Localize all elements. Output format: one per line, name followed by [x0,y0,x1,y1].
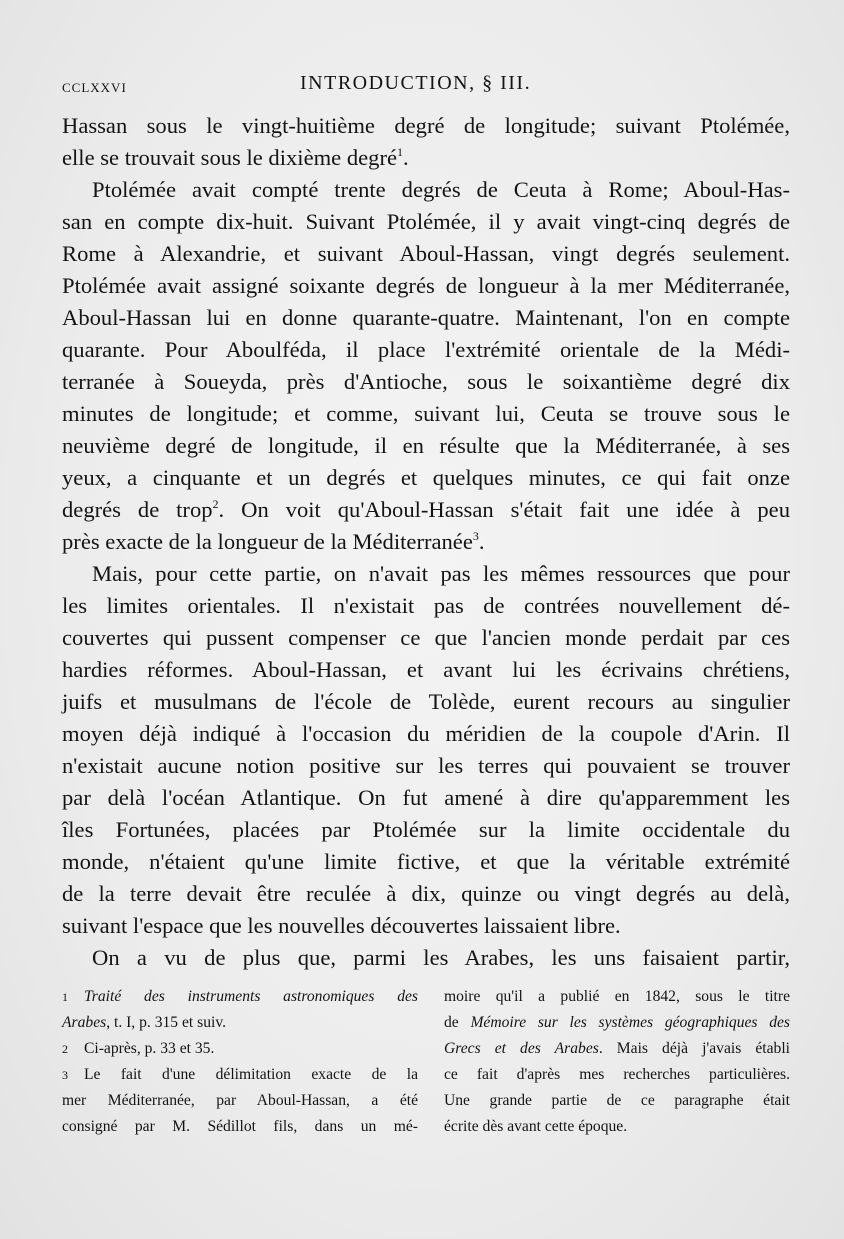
line-text: de la terre devait être reculée à dix, quinze ou vingt degrés au delà, [62,881,790,906]
text-line [62,334,790,366]
line-text: . On voit qu'Aboul-Hassan s'était fait une idée à peu [218,497,790,522]
text-line [62,910,790,942]
line-text: les limites orientales. Il n'existait pas de contrées nouvellement dé- [62,593,790,618]
line-text: près exacte de la longueur de la Méditerranée [62,529,473,554]
text-line [62,206,790,238]
text-line [62,526,790,558]
footnote-1-cont [62,1010,418,1036]
line-text: san en compte dix-huit. Suivant Ptolémée, il y avait vingt-cinq degrés de [62,209,790,234]
text-line [62,462,790,494]
text-line [62,430,790,462]
line-text: Ptolémée avait compté trente degrés de Ceuta à Rome; Aboul-Has- [92,177,790,202]
line-text: monde, n'étaient qu'une limite fictive, et que la véritable extrémité [62,849,790,874]
footnote-title: Mémoire sur les systèmes géographiques des [470,1014,790,1031]
footnote-3-cont: ce fait d'après mes recherches particulières. [444,1066,790,1083]
line-text: moyen déjà indiqué à l'occasion du méridien de la coupole d'Arin. Il [62,721,790,746]
text-line [62,590,790,622]
page-folio: CCLXXVI [62,80,127,95]
line-text: degrés de trop [62,497,213,522]
footnote-number: 2 [62,1042,68,1056]
body-text [62,110,790,974]
footnote-3-cont: consigné par M. Sédillot fils, dans un mé- [62,1118,418,1135]
line-text: neuvième degré de longitude, il en résulte que la Méditerranée, à ses [62,433,790,458]
text-line [62,878,790,910]
line-text: suivant l'espace que les nouvelles découvertes laissaient libre. [62,913,621,938]
footnote-3-cont [444,1010,790,1036]
line-text: elle se trouvait sous le dixième degré [62,145,398,170]
footnote-3-cont [444,1036,790,1062]
footnotes-right-column [444,984,790,1140]
line-text: Mais, pour cette partie, on n'avait pas les mêmes ressources que pour [92,561,790,586]
line-text: terranée à Soueyda, près d'Antioche, sous le soixantième degré dix [62,369,790,394]
footnote-number: 3 [62,1068,68,1082]
line-text: yeux, a cinquante et un degrés et quelques minutes, ce qui fait onze [62,465,790,490]
footnote-title: Arabes [62,1014,107,1031]
footnote-text: de [444,1014,471,1031]
line-text: Hassan sous le vingt-huitième degré de longitude; suivant Ptolémée, [62,113,790,138]
line-text: juifs et musulmans de l'école de Tolède, eurent recours au singulier [62,689,790,714]
footnote-3-cont: moire qu'il a publié en 1842, sous le titre [444,988,790,1005]
text-line [62,494,790,526]
text-line [62,814,790,846]
line-text: minutes de longitude; et comme, suivant lui, Ceuta se trouve sous le [62,401,790,426]
line-text: couvertes qui pussent compenser ce que l'ancien monde perdait par ces [62,625,790,650]
footnote-2 [62,1036,418,1062]
footnote-ref: 2 [212,497,219,511]
footnote-text: , t. I, p. 315 et suiv. [106,1014,227,1031]
text-line [62,366,790,398]
line-text: Ptolémée avait assigné soixante degrés de longueur à la mer Méditerranée, [62,273,790,298]
line-text: Rome à Alexandrie, et suivant Aboul-Hassan, vingt degrés seulement. [62,241,790,266]
footnote-title: Traité des instruments astronomiques des [84,988,418,1005]
text-line [62,718,790,750]
footnote-3-cont: mer Méditerranée, par Aboul-Hassan, a été [62,1092,418,1109]
line-text: . [478,529,485,554]
footnote-3-cont: écrite dès avant cette époque. [444,1118,628,1135]
line-text: quarante. Pour Aboulféda, il place l'extrémité orientale de la Médi- [62,337,790,362]
footnote-text: . Mais déjà j'avais établi [598,1040,790,1057]
line-text: hardies réformes. Aboul-Hassan, et avant lui les écrivains chrétiens, [62,657,790,682]
text-line [62,174,790,206]
line-text: par delà l'océan Atlantique. On fut amené à dire qu'apparemment les [62,785,790,810]
line-text: On a vu de plus que, parmi les Arabes, les uns faisaient partir, [92,945,790,970]
text-line [62,782,790,814]
line-text: . [403,145,409,170]
footnote-title: Grecs et des Arabes [444,1040,599,1057]
text-line [62,558,790,590]
text-line [62,142,790,174]
text-line [62,302,790,334]
running-head: INTRODUCTION, § III. [300,72,532,94]
text-line [62,110,790,142]
footnotes-left-column [62,984,418,1140]
text-line [62,750,790,782]
text-line [62,270,790,302]
line-text: Aboul-Hassan lui en donne quarante-quatre. Maintenant, l'on en compte [62,305,790,330]
text-line [62,942,790,974]
footnote-text: Le fait d'une délimitation exacte de la [84,1066,418,1083]
footnote-ref: 1 [397,145,404,159]
text-line [62,622,790,654]
text-line [62,654,790,686]
text-line [62,398,790,430]
footnote-number: 1 [62,990,68,1004]
footnote-1 [62,984,418,1010]
footnote-text: Ci-après, p. 33 et 35. [84,1040,215,1057]
footnote-ref: 3 [472,529,479,543]
text-line [62,238,790,270]
line-text: n'existait aucune notion positive sur les terres qui pouvaient se trouver [62,753,790,778]
footnote-3-cont: Une grande partie de ce paragraphe était [444,1092,790,1109]
line-text: îles Fortunées, placées par Ptolémée sur la limite occidentale du [62,817,790,842]
text-line [62,686,790,718]
text-line [62,846,790,878]
footnote-3 [62,1062,418,1088]
